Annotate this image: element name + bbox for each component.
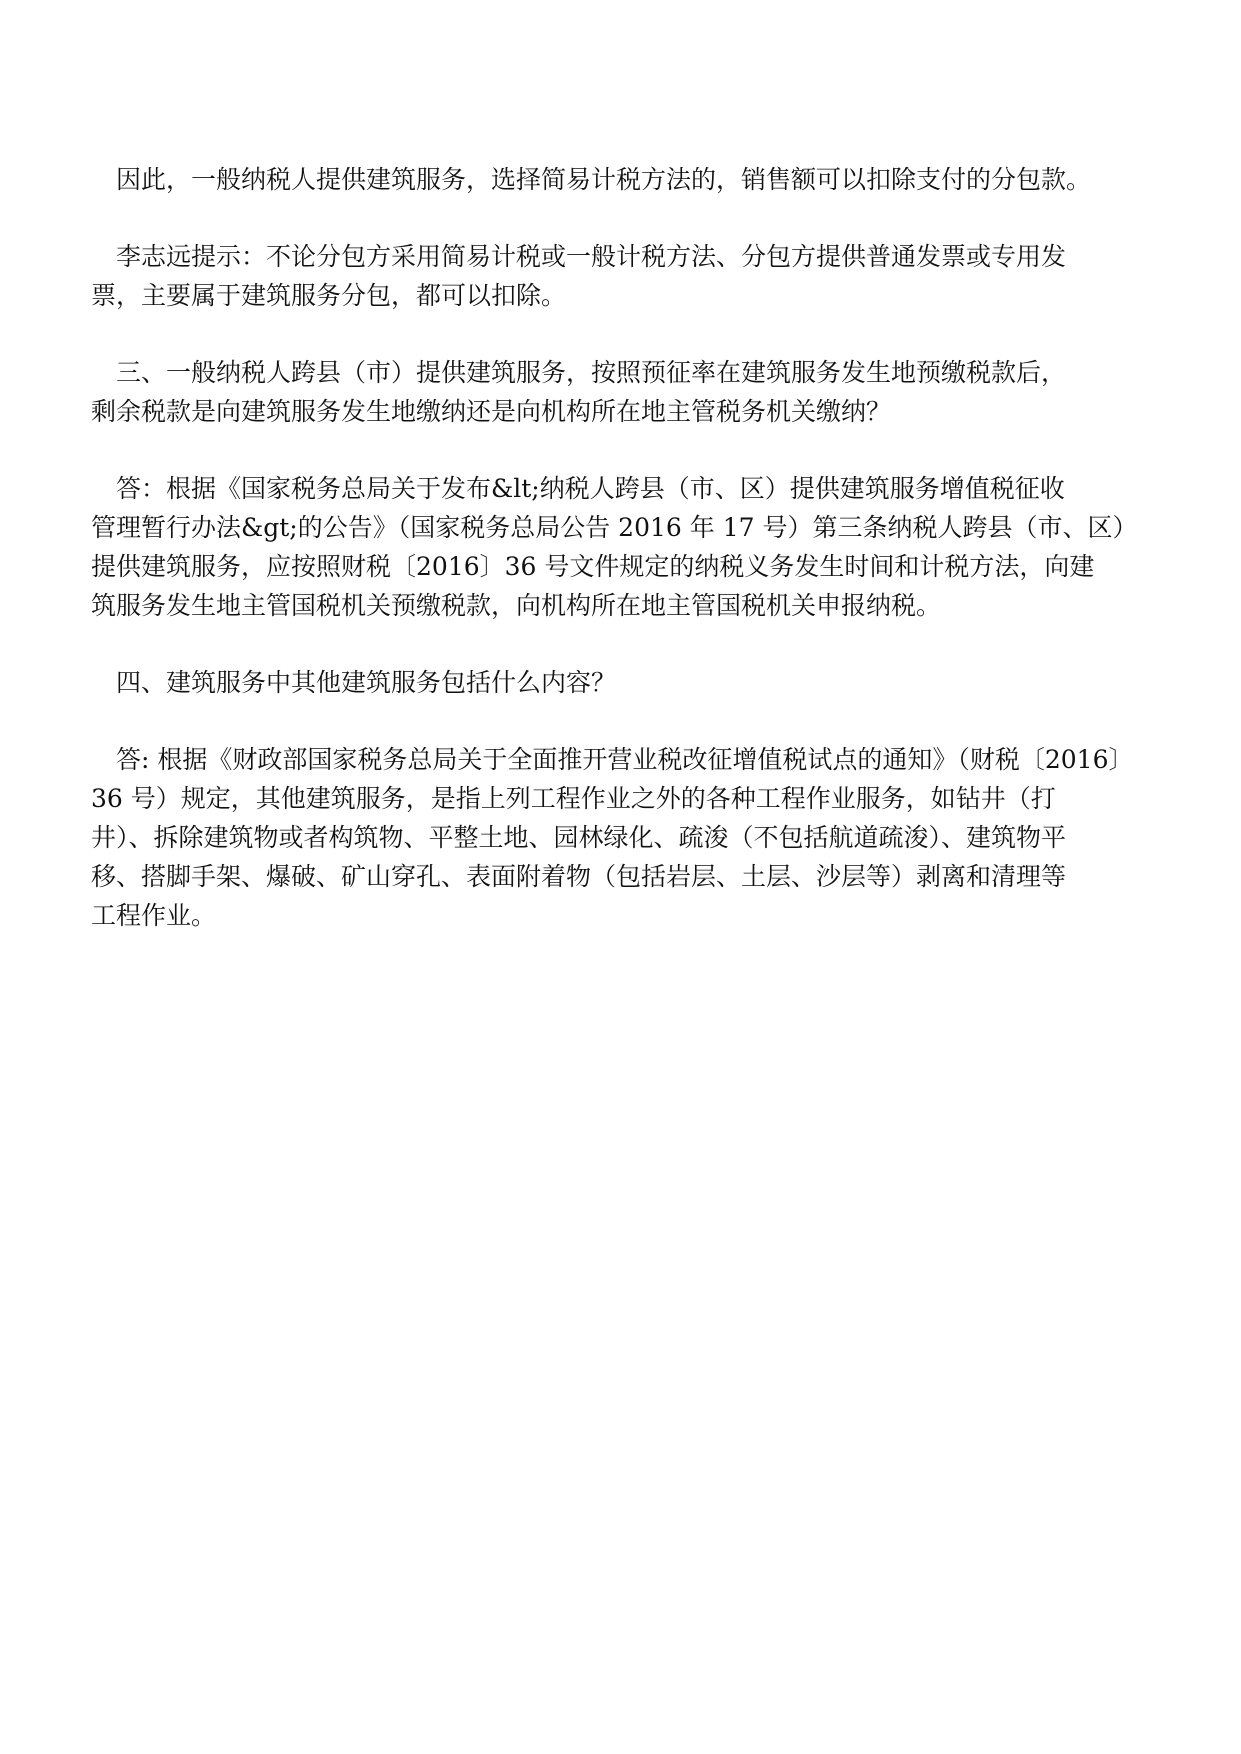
document-body: [91, 160, 1151, 935]
paragraph-line: 答：根据《国家税务总局关于发布&lt;纳税人跨县（市、区）提供建筑服务增值税征收: [91, 474, 1065, 503]
paragraph-line: 剩余税款是向建筑服务发生地缴纳还是向机构所在地主管税务机关缴纳？: [91, 397, 892, 426]
paragraph-line: 四、建筑服务中其他建筑服务包括什么内容？: [91, 668, 617, 697]
paragraph-line: 移、搭脚手架、爆破、矿山穿孔、表面附着物（包括岩层、土层、沙层等）剥离和清理等: [91, 862, 1067, 891]
paragraph-tip: [91, 237, 1151, 315]
paragraph-line: 井）、拆除建筑物或者构筑物、平整土地、园林绿化、疏浚（不包括航道疏浚）、建筑物平: [91, 823, 1067, 852]
paragraph-question-3: [91, 353, 1151, 431]
paragraph-line: 因此，一般纳税人提供建筑服务，选择简易计税方法的，销售额可以扣除支付的分包款。: [91, 165, 1092, 194]
paragraph-line: 三、一般纳税人跨县（市）提供建筑服务，按照预征率在建筑服务发生地预缴税款后，: [91, 358, 1067, 387]
paragraph-conclusion: [91, 160, 1151, 199]
paragraph-line: 票，主要属于建筑服务分包，都可以扣除。: [91, 281, 567, 310]
paragraph-answer-3: [91, 469, 1151, 625]
paragraph-line: 筑服务发生地主管国税机关预缴税款，向机构所在地主管国税机关申报纳税。: [91, 591, 942, 620]
paragraph-line: 答: 根据《财政部国家税务总局关于全面推开营业税改征增值税试点的通知》（财税〔2016〕: [91, 745, 1134, 774]
paragraph-line: 李志远提示：不论分包方采用简易计税或一般计税方法、分包方提供普通发票或专用发: [91, 242, 1067, 271]
paragraph-line: 工程作业。: [91, 901, 217, 930]
paragraph-line: 管理暂行办法&gt;的公告》（国家税务总局公告 2016 年 17 号）第三条纳税人跨县（市、区）: [91, 513, 1138, 542]
paragraph-line: 36 号）规定，其他建筑服务，是指上列工程作业之外的各种工程作业服务，如钻井（打: [91, 784, 1056, 813]
paragraph-line: 提供建筑服务，应按照财税〔2016〕36 号文件规定的纳税义务发生时间和计税方法，向建: [91, 552, 1095, 581]
paragraph-answer-4: [91, 740, 1151, 935]
paragraph-question-4: [91, 663, 1151, 702]
